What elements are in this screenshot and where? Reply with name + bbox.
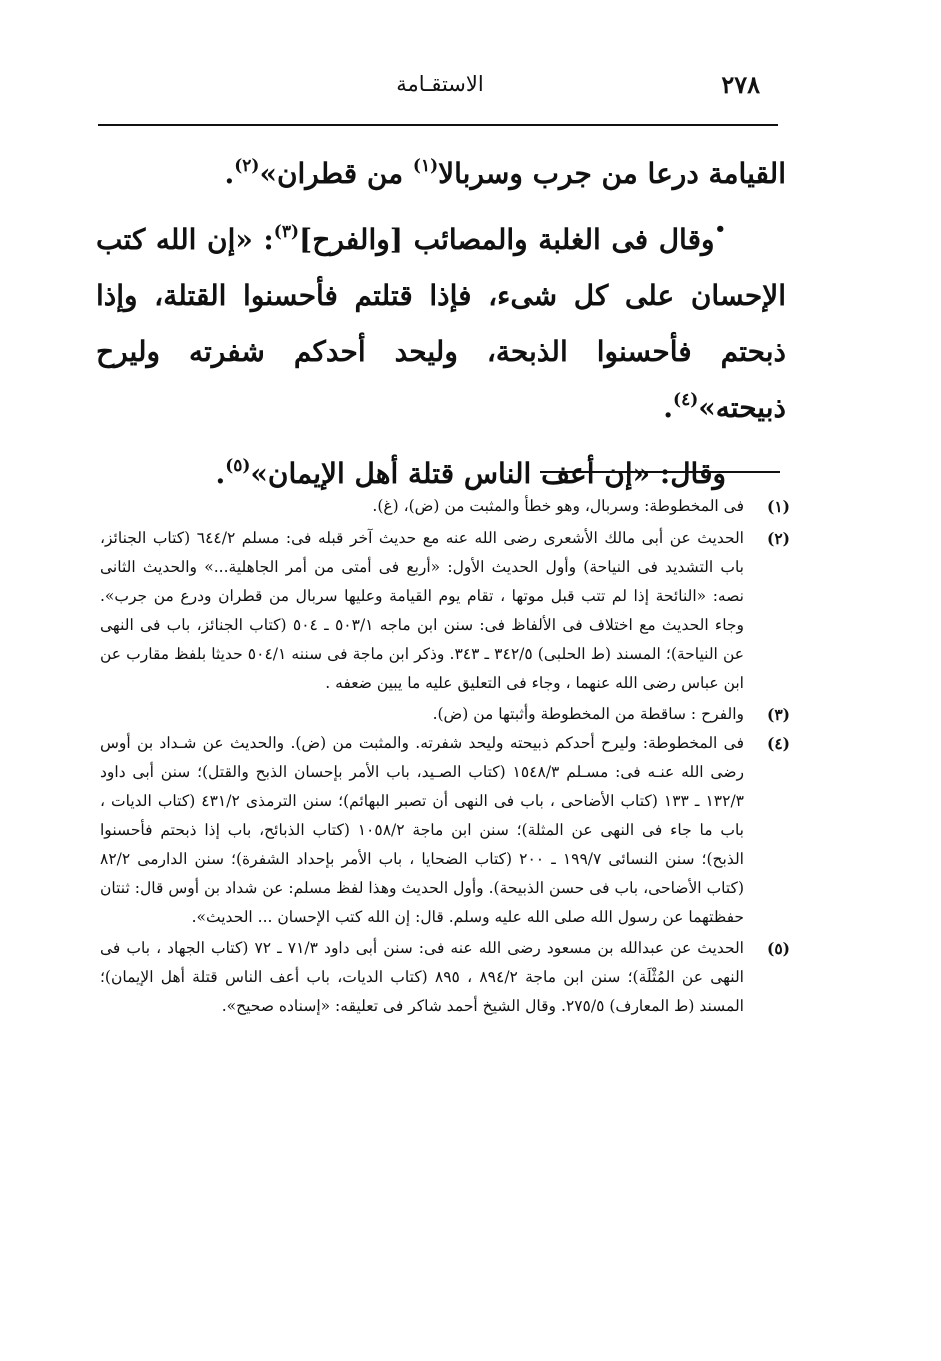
- paragraph-1-text: القيامة درعا من جرب وسربالا: [438, 157, 786, 190]
- footnote: [100, 934, 790, 1021]
- footnote-text: فى المخطوطة: وسربال، وهو خطأ والمثبت من (ض)، (غ).: [372, 497, 744, 515]
- section-marker: •: [714, 219, 726, 240]
- footnote: [100, 524, 790, 698]
- footnote-number: (٢): [766, 529, 790, 548]
- paragraph-3-end: .: [215, 457, 226, 490]
- footnote-text: الحديث عن عبدالله بن مسعود رضى الله عنه فى: سنن أبى داود ٧١/٣ ـ ٧٢ (كتاب الجهاد ، باب فى النهى عن المُثْلَة)؛ سنن ابن ماجة ٨٩٤/٢ ، ٨٩٥ (كتاب الديات، باب أعف الناس قتلة أهل الإيمان)؛ المسند (ط المعارف) ٢٧٥/٥. وقال الشيخ أحمد شاكر فى تعليقه: «إسناده صحيح».: [100, 939, 744, 1015]
- footnote: [100, 700, 790, 729]
- footnote: [100, 729, 790, 932]
- paragraph-2-text-2: : «إن الله كتب الإحسان على كل شىء، فإذا قتلتم فأحسنوا القتلة، وإذا ذبحتم فأحسنوا الذبحة، وليحد أحدكم شفرته وليرح ذبيحته»: [96, 223, 786, 424]
- paragraph-2-end: .: [663, 391, 674, 424]
- paragraph-1-text-2: من قطران»: [259, 157, 413, 190]
- footnote-ref-5: (٥): [225, 456, 251, 476]
- footnote-number: (٣): [766, 705, 790, 724]
- page-number: ٢٧٨: [721, 70, 760, 99]
- footnote-ref-1: (١): [412, 156, 439, 176]
- paragraph-1-end: .: [224, 157, 235, 190]
- paragraph-2-text: وقال فى الغلبة والمصائب [والفرح]: [299, 223, 715, 256]
- footnote-ref-4: (٤): [673, 390, 699, 410]
- footnote-text: فى المخطوطة: وليرح أحدكم ذبيحته وليحد شفرته. والمثبت من (ض). والحديث عن شـداد بن أوس رضى الله عنـه فى: مسـلم ١٥٤٨/٣ (كتاب الصـيد، باب الأمر بإحسان الذبح والقتل)؛ سنن أبى داود ١٣٢/٣ ـ ١٣٣ (كتاب الأضاحى ، باب فى النهى أن تصبر البهائم)؛ سنن الترمذى ٤٣١/٢ (كتاب الديات ، باب ما جاء فى النهى عن المثلة)؛ سنن ابن ماجة ١٠٥٨/٢ (كتاب الذبائح، باب إذا ذبحتم فأحسنوا الذبح)؛ سنن النسائى ١٩٩/٧ ـ ٢٠٠ (كتاب الضحايا ، باب الأمر بإحداد الشفرة)؛ سنن الدارمى ٨٢/٢ (كتاب الأضاحى، باب فى حسن الذبيحة). وأول الحديث وهذا لفظ مسلم: عن شداد بن أوس قال: ثنتان حفظتهما عن رسول الله صلى الله عليه وسلم. قال: إن الله كتب الإحسان ... الحديث».: [100, 734, 744, 926]
- paragraph-2: [96, 212, 786, 436]
- footnote-number: (١): [766, 497, 790, 516]
- footnote-number: (٥): [766, 939, 790, 958]
- paragraph-1: [96, 146, 786, 202]
- running-title: الاستقـامة: [396, 72, 484, 96]
- footnote-text: والفرح : ساقطة من المخطوطة وأثبتها من (ض).: [432, 705, 744, 723]
- footnote-ref-2: (٢): [234, 156, 260, 176]
- main-text: [96, 146, 786, 502]
- page-header: [100, 68, 780, 104]
- footnotes: [100, 492, 790, 1021]
- footnote-ref-3: (٣): [273, 222, 299, 242]
- footnote: [100, 492, 790, 521]
- footnote-separator: [540, 471, 780, 473]
- paragraph-3-text: وقال: «إن أعف الناس قتلة أهل الإيمان»: [250, 457, 726, 490]
- header-rule: [98, 124, 778, 126]
- footnote-text: الحديث عن أبى مالك الأشعرى رضى الله عنه مع حديث آخر قبله فى: مسلم ٦٤٤/٢ (كتاب الجنائز، باب التشديد فى النياحة) وأول الحديث الأول: «أربع فى أمتى من أمر الجاهلية...» والحديث الثانى نصه: «النائحة إذا لم تتب قبل موتها ، تقام يوم القيامة وعليها سربال من قطران ودرع من جرب». وجاء الحديث مع اختلاف فى الألفاظ فى: سنن ابن ماجه ٥٠٣/١ ـ ٥٠٤ (كتاب الجنائز، باب فى النهى عن النياحة)؛ المسند (ط الحلبى) ٣٤٢/٥ ـ ٣٤٣. وذكر ابن ماجة فى سننه ٥٠٤/١ حديثا بلفظ مقارب عن ابن عباس رضى الله عنهما ، وجاء فى التعليق عليه ما يبين ضعفه .: [100, 529, 745, 692]
- footnote-number: (٤): [766, 734, 790, 753]
